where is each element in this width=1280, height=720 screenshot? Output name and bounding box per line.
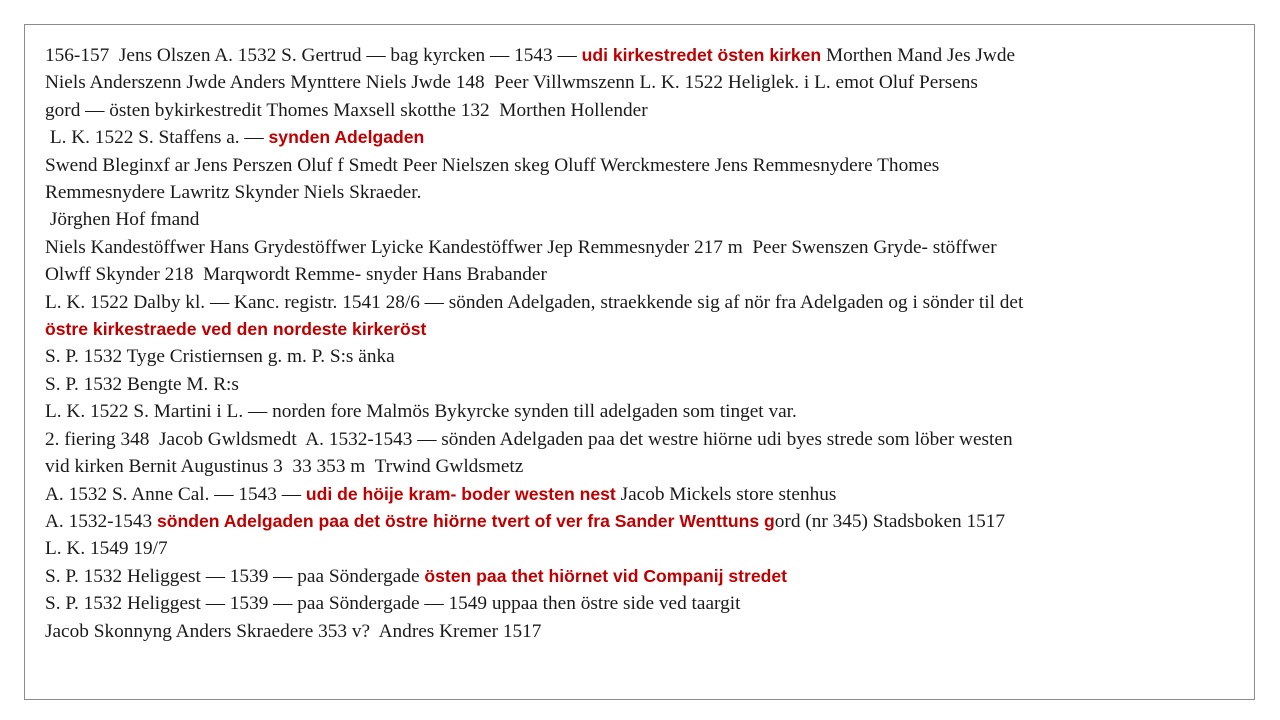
- plain-text: gord — östen bykirkestredit Thomes Maxsell skotthe 132 Morthen Hollender: [45, 99, 648, 121]
- plain-text: Swend Bleginxf ar Jens Perszen Oluf f Smedt Peer Nielszen skeg Oluff Werckmestere Jens Remmesnydere Thomes: [45, 154, 940, 176]
- text-line: [45, 289, 1241, 316]
- plain-text: vid kirken Bernit Augustinus 3 33 353 m Trwind Gwldsmetz: [45, 456, 524, 478]
- text-line: [45, 563, 1241, 590]
- text-line: [45, 316, 1241, 343]
- text-body: [45, 42, 1241, 645]
- text-line: [45, 371, 1241, 398]
- text-line: [45, 343, 1241, 370]
- text-line: [45, 124, 1241, 151]
- highlighted-text: östre kirkestraede ved den nordeste kirkeröst: [45, 319, 427, 340]
- slide-frame: [24, 24, 1255, 700]
- text-line: [45, 152, 1241, 179]
- highlighted-text: udi kirkestredet östen kirken: [581, 45, 822, 65]
- text-line: [45, 426, 1241, 453]
- plain-text: 2. fiering 348 Jacob Gwldsmedt A. 1532-1543 — sönden Adelgaden paa det westre hiörne udi byes strede som löber westen: [45, 428, 1013, 450]
- highlighted-text: sönden Adelgaden paa det östre hiörne tvert of ver fra Sander Wenttuns g: [156, 510, 775, 531]
- text-line: [45, 398, 1241, 425]
- text-line: [45, 508, 1241, 535]
- text-line: [45, 206, 1241, 233]
- plain-text: A. 1532 S. Anne Cal. — 1543 —: [45, 483, 306, 505]
- plain-text: S. P. 1532 Tyge Cristiernsen g. m. P. S:s änka: [45, 346, 395, 368]
- plain-text: A. 1532-1543: [45, 510, 157, 532]
- text-line: [45, 42, 1241, 69]
- plain-text: Olwff Skynder 218 Marqwordt Remme- snyder Hans Brabander: [45, 264, 547, 286]
- plain-text: Jacob Skonnyng Anders Skraedere 353 v? Andres Kremer 1517: [45, 620, 542, 642]
- highlighted-text: östen paa thet hiörnet vid Companij stredet: [424, 565, 788, 586]
- text-line: [45, 69, 1241, 96]
- plain-text: Jacob Mickels store stenhus: [615, 483, 837, 505]
- text-line: [45, 535, 1241, 562]
- plain-text: L. K. 1522 S. Staffens a. —: [45, 127, 269, 149]
- plain-text: S. P. 1532 Heliggest — 1539 — paa Söndergade: [45, 565, 425, 587]
- highlighted-text: udi de höije kram- boder westen nest: [305, 483, 616, 504]
- text-line: [45, 179, 1241, 206]
- plain-text: 156-157 Jens Olszen A. 1532 S. Gertrud — bag kyrcken — 1543 —: [45, 45, 582, 66]
- text-line: [45, 481, 1241, 508]
- text-line: [45, 618, 1241, 645]
- text-line: [45, 234, 1241, 261]
- plain-text: L. K. 1522 S. Martini i L. — norden fore Malmös Bykyrcke synden till adelgaden som tinget var.: [45, 401, 797, 423]
- text-line: [45, 261, 1241, 288]
- text-line: [45, 453, 1241, 480]
- plain-text: S. P. 1532 Heliggest — 1539 — paa Söndergade — 1549 uppaa then östre side ved taargit: [45, 593, 741, 615]
- plain-text: L. K. 1549 19/7: [45, 538, 168, 560]
- text-line: [45, 97, 1241, 124]
- plain-text: Morthen Mand Jes Jwde: [821, 45, 1016, 66]
- plain-text: ord (nr 345) Stadsboken 1517: [774, 510, 1006, 532]
- plain-text: Niels Anderszenn Jwde Anders Mynttere Niels Jwde 148 Peer Villwmszenn L. K. 1522 Heliglek. i L. emot Oluf Persens: [45, 72, 978, 94]
- plain-text: Niels Kandestöffwer Hans Grydestöffwer Lyicke Kandestöffwer Jep Remmesnyder 217 m Peer Swenszen Gryde- stöffwer: [45, 236, 997, 258]
- plain-text: Jörghen Hof fmand: [45, 209, 200, 231]
- plain-text: S. P. 1532 Bengte M. R:s: [45, 373, 239, 395]
- plain-text: L. K. 1522 Dalby kl. — Kanc. registr. 1541 28/6 — sönden Adelgaden, straekkende sig af nör fra Adelgaden og i sönder til det: [45, 291, 1024, 313]
- highlighted-text: synden Adelgaden: [268, 127, 425, 148]
- plain-text: Remmesnydere Lawritz Skynder Niels Skraeder.: [45, 182, 422, 204]
- text-line: [45, 590, 1241, 617]
